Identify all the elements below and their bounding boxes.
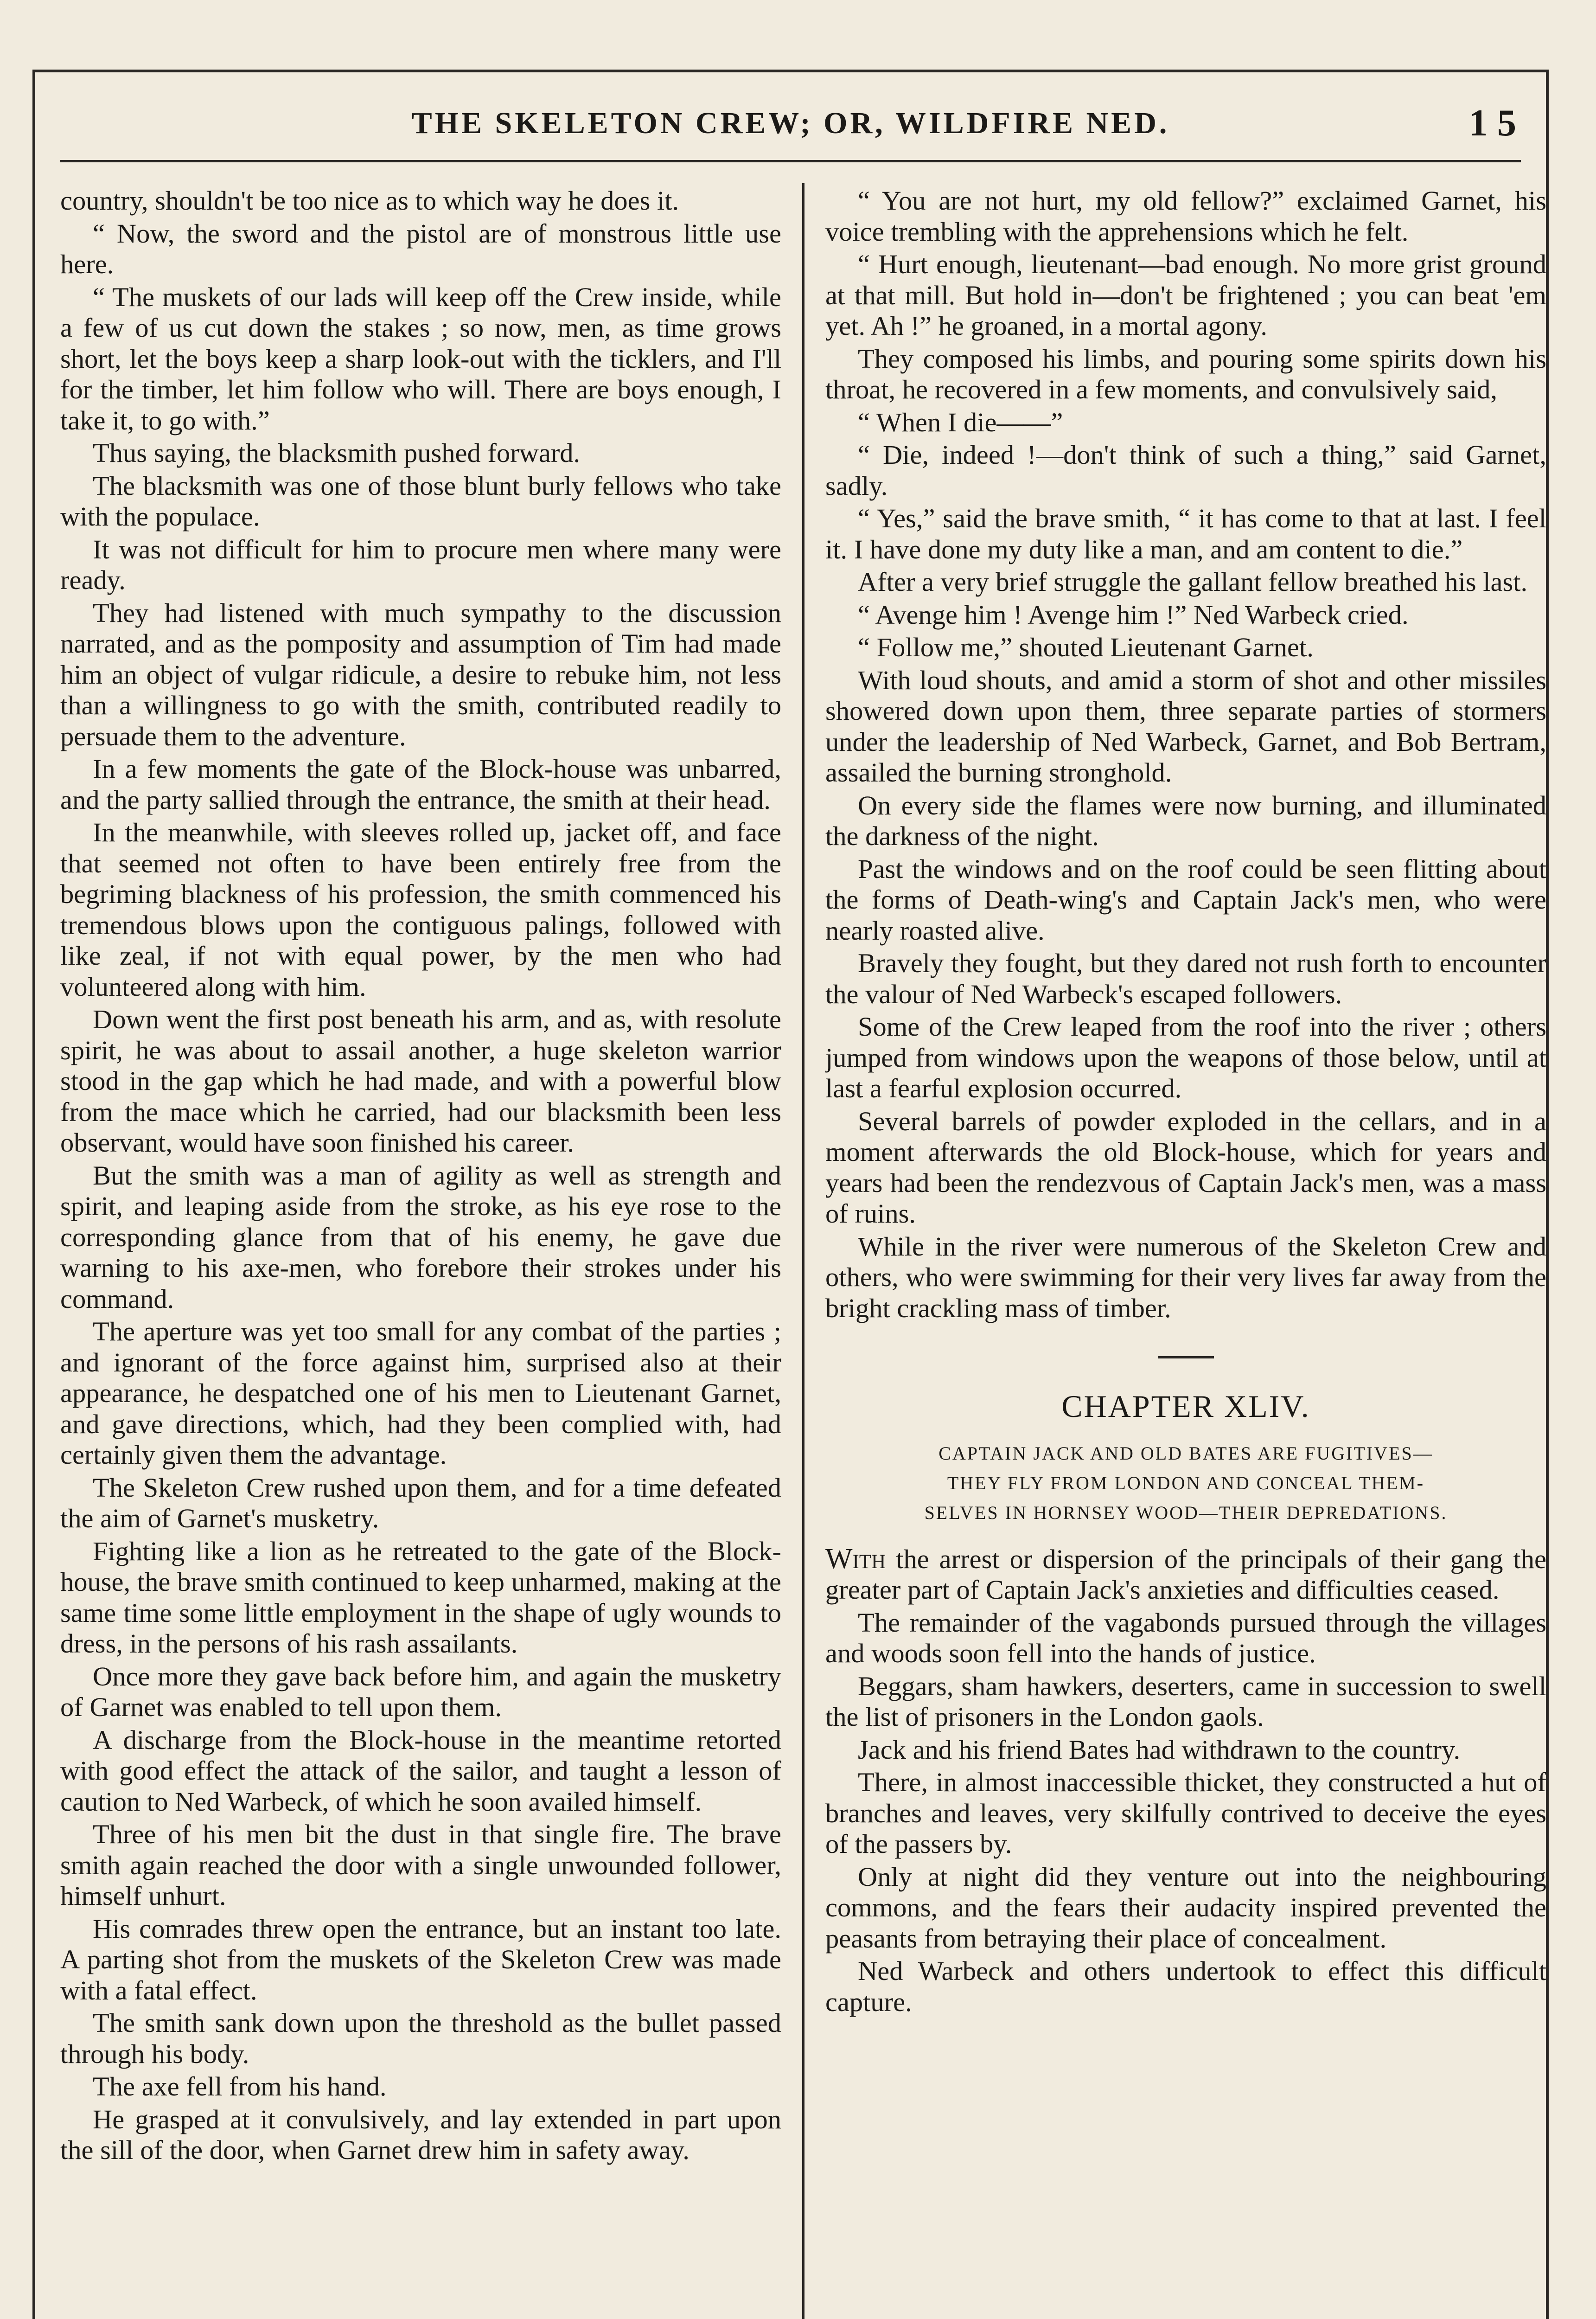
paragraph: While in the river were numerous of the Skeleton Crew and others, who were swimming for their very lives far away from the bright crackling mass of timber. <box>825 1231 1546 1323</box>
paragraph: “ Now, the sword and the pistol are of monstrous little use here. <box>60 218 781 279</box>
paragraph: “ Follow me,” shouted Lieutenant Garnet. <box>858 632 1314 662</box>
paragraph: They had listened with much sympathy to the discussion narrated, and as the pomposity and assumption of Tim had made him an object of vulgar ridicule, a desire to rebuke him, not less than a willingness to go with the smith, contributed readily to persuade them to the adventure. <box>60 597 781 751</box>
paragraph: After a very brief struggle the gallant fellow breathed his last. <box>858 567 1528 597</box>
paragraph: But the smith was a man of agility as well as strength and spirit, and leaping aside from the stroke, as his eye rose to the corresponding glance from that of his enemy, he gave due warning to his axe-men, who forebore their strokes under his command. <box>60 1160 781 1314</box>
paragraph: His comrades threw open the entrance, but an instant too late. A parting shot from the muskets of the Skeleton Crew was made with a fatal effect. <box>60 1913 781 2005</box>
paragraph: “ The muskets of our lads will keep off the Crew inside, while a few of us cut down the stakes ; so now, men, as time grows short, let the boys keep a sharp look-out with the ticklers, and I'll for the timber, let him follow who will. There are boys enough, I take it, to go with.” <box>60 282 781 436</box>
paragraph: country, shouldn't be too nice as to which way he does it. <box>60 186 679 216</box>
paragraph: Down went the first post beneath his arm, and as, with resolute spirit, he was about to assail another, a huge skeleton warrior stood in the gap which he had made, and with a powerful blow from the mace which he carried, had our blacksmith been less observant, would have soon finished his career. <box>60 1004 781 1158</box>
opening-text: the arrest or dispersion of the principals of their gang the greater part of Captain Jack's anxieties and difficulties ceased. <box>825 1544 1546 1605</box>
paragraph: Ned Warbeck and others undertook to effect this difficult capture. <box>825 1956 1546 2017</box>
paragraph: With loud shouts, and amid a storm of shot and other missiles showered down upon them, three separate parties of stormers under the leadership of Ned Warbeck, Garnet, and Bob Bertram, assailed the burning stronghold. <box>825 665 1546 788</box>
paragraph: “ Avenge him ! Avenge him !” Ned Warbeck cried. <box>858 599 1409 630</box>
paragraph: Thus saying, the blacksmith pushed forward. <box>93 438 581 468</box>
chapter-summary-line: THEY FLY FROM LONDON AND CONCEAL THEM- <box>947 1472 1425 1493</box>
paragraph: On every side the flames were now burning, and illuminated the darkness of the night. <box>825 790 1546 851</box>
paragraph: There, in almost inaccessible thicket, they constructed a hut of branches and leaves, very skilfully contrived to deceive the eyes of the passers by. <box>825 1767 1546 1859</box>
paragraph: Several barrels of powder exploded in the cellars, and in a moment afterwards the old Block-house, which for years and years had been the rendezvous of Captain Jack's men, was a mass of ruins. <box>825 1106 1546 1229</box>
paragraph: A discharge from the Block-house in the meantime retorted with good effect the attack of the sailor, and taught a lesson of caution to Ned Warbeck, of which he soon availed himself. <box>60 1724 781 1817</box>
left-column <box>60 186 781 2319</box>
paragraph: Past the windows and on the roof could be seen flitting about the forms of Death-wing's and Captain Jack's men, who were nearly roasted alive. <box>825 853 1546 946</box>
paragraph: The axe fell from his hand. <box>93 2071 387 2101</box>
paragraph: Only at night did they venture out into the neighbouring commons, and the fears their audacity inspired prevented the peasants from betraying their place of concealment. <box>825 1861 1546 1954</box>
column-divider <box>802 183 804 2319</box>
paragraph: The Skeleton Crew rushed upon them, and for a time defeated the aim of Garnet's musketry. <box>60 1472 781 1533</box>
paragraph: Jack and his friend Bates had withdrawn to the country. <box>858 1734 1461 1765</box>
paragraph: In the meanwhile, with sleeves rolled up, jacket off, and face that seemed not often to have been entirely free from the begriming blackness of his profession, the smith commenced his tremendous blows upon the contiguous palings, followed with like zeal, if not with equal power, by the men who had volunteered along with him. <box>60 817 781 1002</box>
opening-word: With <box>825 1543 886 1575</box>
page-number: 1 5 <box>1468 102 1516 144</box>
paragraph: He grasped at it convulsively, and lay extended in part upon the sill of the door, when Garnet drew him in safety away. <box>60 2104 781 2165</box>
paragraph: Fighting like a lion as he retreated to the gate of the Block-house, the brave smith continued to keep unharmed, making at the same time some little employment in the shape of ugly wounds to dress, in the persons of his rash assailants. <box>60 1536 781 1659</box>
paragraph: Three of his men bit the dust in that single fire. The brave smith again reached the door with a single unwounded follower, himself unhurt. <box>60 1819 781 1911</box>
paragraph: The blacksmith was one of those blunt burly fellows who take with the populace. <box>60 470 781 532</box>
paragraph: “ Yes,” said the brave smith, “ it has come to that at last. I feel it. I have done my duty like a man, and am content to die.” <box>825 503 1546 564</box>
paragraph: “ Hurt enough, lieutenant—bad enough. No more grist ground at that mill. But hold in—don't be frightened ; you can beat 'em yet. Ah !” he groaned, in a mortal agony. <box>825 249 1546 341</box>
page-header <box>60 93 1521 162</box>
chapter-summary <box>825 1439 1546 1528</box>
paragraph: The remainder of the vagabonds pursued through the villages and woods soon fell into the hands of justice. <box>825 1607 1546 1668</box>
section-divider <box>1158 1356 1214 1358</box>
right-column <box>825 186 1546 2319</box>
chapter-title: CHAPTER XLIV. <box>1061 1389 1310 1424</box>
paragraph: “ When I die——” <box>858 407 1063 437</box>
paragraph: The smith sank down upon the threshold as the bullet passed through his body. <box>60 2008 781 2069</box>
paragraph: Bravely they fought, but they dared not rush forth to encounter the valour of Ned Warbeck's escaped followers. <box>825 948 1546 1009</box>
chapter-opening-paragraph <box>825 1544 1546 1606</box>
paragraph: Beggars, sham hawkers, deserters, came in succession to swell the list of prisoners in the London gaols. <box>825 1671 1546 1732</box>
chapter-summary-line: SELVES IN HORNSEY WOOD—THEIR DEPREDATIONS. <box>924 1502 1448 1523</box>
paragraph: They composed his limbs, and pouring some spirits down his throat, he recovered in a few moments, and convulsively said, <box>825 343 1546 404</box>
paragraph: It was not difficult for him to procure men where many were ready. <box>60 534 781 595</box>
paragraph: In a few moments the gate of the Block-house was unbarred, and the party sallied through the entrance, the smith at their head. <box>60 754 781 815</box>
paragraph: “ You are not hurt, my old fellow?” exclaimed Garnet, his voice trembling with the apprehensions which he felt. <box>825 186 1546 247</box>
paragraph: The aperture was yet too small for any combat of the parties ; and ignorant of the force against him, surprised also at their appearance, he despatched one of his men to Lieutenant Garnet, and gave directions, which, had they been complied with, had certainly given them the advantage. <box>60 1316 781 1470</box>
paragraph: “ Die, indeed !—don't think of such a thing,” said Garnet, sadly. <box>825 440 1546 501</box>
paragraph: Some of the Crew leaped from the roof into the river ; others jumped from windows upon the weapons of those below, until at last a fearful explosion occurred. <box>825 1012 1546 1103</box>
paragraph: Once more they gave back before him, and again the musketry of Garnet was enabled to tell upon them. <box>60 1661 781 1722</box>
chapter-summary-line: CAPTAIN JACK AND OLD BATES ARE FUGITIVES— <box>938 1442 1433 1464</box>
running-title: THE SKELETON CREW; OR, WILDFIRE NED. <box>411 106 1170 140</box>
